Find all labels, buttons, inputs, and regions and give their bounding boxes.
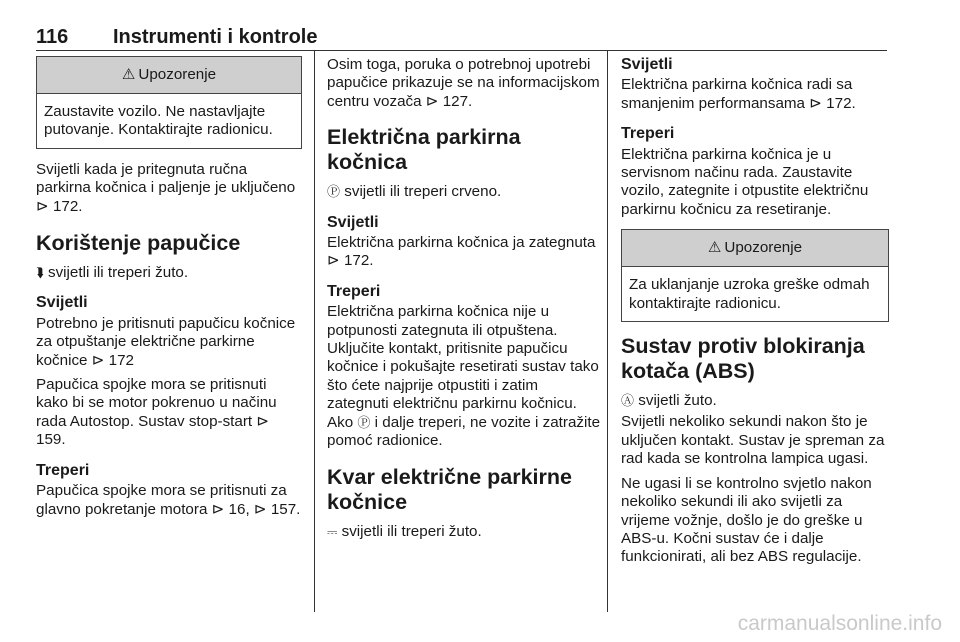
indicator-text: svijetli ili treperi žuto. bbox=[47, 264, 189, 282]
warning-triangle-icon: ⚠ bbox=[121, 65, 136, 83]
intro-text: Svijetli kada je pritegnuta ručna parkirna kočnica i paljenje je uključeno ⊳ 172. bbox=[36, 160, 296, 215]
paragraph-part: Ako bbox=[327, 413, 354, 431]
subheading: Treperi bbox=[621, 125, 675, 143]
warning-title: Upozorenje bbox=[138, 65, 217, 83]
parking-brake-icon: Ⓟ bbox=[357, 414, 371, 430]
warning-header bbox=[37, 57, 301, 94]
section-heading: Kvar električne parkirne kočnice bbox=[327, 464, 572, 514]
warning-triangle-icon: ⚠ bbox=[707, 239, 722, 257]
column-1 bbox=[36, 56, 302, 525]
page-header bbox=[36, 26, 887, 50]
warning-header bbox=[622, 230, 888, 267]
indicator-line bbox=[621, 392, 889, 410]
page-title: Instrumenti i kontrole bbox=[113, 26, 318, 48]
warning-text: Zaustavite vozilo. Ne nastavljajte putovanje. Kontaktirajte radionicu. bbox=[44, 103, 273, 139]
paragraph: Električna parkirna kočnica je u servisnom načinu rada. Zaustavite vozilo, zategnite i otpustite električnu parkirnu kočnicu za resetiranje. bbox=[621, 145, 869, 218]
paragraph: Električna parkirna kočnica ja zategnuta ⊳ 172. bbox=[327, 234, 596, 270]
column-2 bbox=[327, 56, 603, 547]
paragraph-part: i dalje treperi, ne vozite i zatražite pomoć radionice. bbox=[327, 413, 601, 450]
section-heading: Sustav protiv blokiranja kotača (ABS) bbox=[621, 334, 865, 384]
abs-icon: Ⓐ bbox=[621, 393, 635, 409]
column-3 bbox=[621, 56, 889, 573]
subheading: Treperi bbox=[36, 461, 90, 479]
page-number: 116 bbox=[36, 26, 69, 48]
column-divider-2 bbox=[607, 50, 608, 612]
warning-box bbox=[621, 229, 889, 322]
paragraph bbox=[327, 414, 603, 451]
paragraph: Ne ugasi li se kontrolno svjetlo nakon nekoliko sekundi ili ako svijetli za vrijeme vožnje, došlo je do greške u ABS-u. Kočni sustav će i dalje funkcionirati, ali bez ABS regulacije. bbox=[621, 474, 872, 566]
watermark: carmanualsonline.info bbox=[737, 612, 942, 635]
subheading: Svijetli bbox=[327, 213, 379, 231]
section-heading: Električna parkirna kočnica bbox=[327, 125, 521, 175]
indicator-line bbox=[327, 523, 603, 541]
header-divider bbox=[36, 50, 887, 51]
indicator-text: svijetli ili treperi žuto. bbox=[341, 522, 482, 540]
paragraph: Svijetli nekoliko sekundi nakon što je uključen kontakt. Sustav je spreman za rad kada se kontrolna lampica ugasi. bbox=[621, 413, 885, 468]
intro-text: Osim toga, poruka o potrebnoj upotrebi papučice prikazuje se na informacijskom centru vozača ⊳ 127. bbox=[327, 56, 600, 110]
warning-title: Upozorenje bbox=[724, 239, 803, 257]
indicator-line bbox=[327, 183, 603, 201]
subheading: Treperi bbox=[327, 282, 381, 300]
brake-fault-icon: ⎓ bbox=[327, 523, 338, 539]
paragraph: Papučica spojke mora se pritisnuti kako bi se motor pokrenuo u načinu rada Autostop. Sustav stop-start ⊳ 159. bbox=[36, 376, 277, 449]
indicator-text: svijetli žuto. bbox=[638, 392, 717, 410]
section-heading: Korištenje papučice bbox=[36, 231, 241, 256]
foot-pedal-icon: ⮯ bbox=[36, 265, 44, 281]
paragraph: Električna parkirna kočnica nije u potpunosti zategnuta ili otpuštena. Uključite kontakt, pritisnite papučicu kočnice i pokušajte resetirati sustav tako što ćete najprije otpustiti i zatim zategnuti električnu parkirnu kočnicu. bbox=[327, 303, 599, 413]
paragraph: Električna parkirna kočnica radi sa smanjenim performansama ⊳ 172. bbox=[621, 76, 856, 112]
warning-box bbox=[36, 56, 302, 149]
indicator-line bbox=[36, 264, 302, 282]
subheading: Svijetli bbox=[621, 56, 673, 73]
paragraph: Papučica spojke mora se pritisnuti za glavno pokretanje motora ⊳ 16, ⊳ 157. bbox=[36, 482, 301, 518]
warning-text: Za uklanjanje uzroka greške odmah kontaktirajte radionicu. bbox=[629, 276, 870, 312]
indicator-text: svijetli ili treperi crveno. bbox=[344, 183, 502, 201]
paragraph: Potrebno je pritisnuti papučicu kočnice za otpuštanje električne parkirne kočnice ⊳ 172 bbox=[36, 314, 296, 369]
column-divider-1 bbox=[314, 50, 315, 612]
parking-brake-icon: Ⓟ bbox=[327, 184, 341, 200]
subheading: Svijetli bbox=[36, 294, 88, 312]
